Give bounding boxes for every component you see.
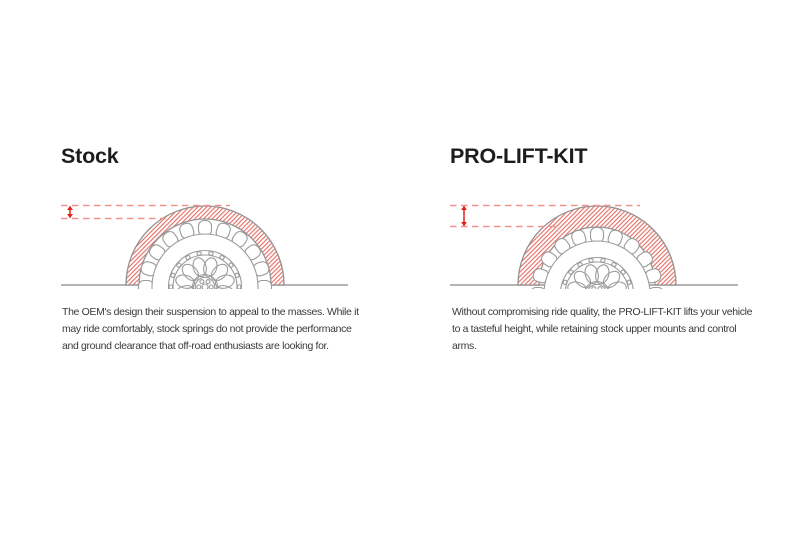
stock-heading: Stock [61, 144, 119, 168]
description-line: arms. [452, 340, 477, 352]
gap-dimension-arrow [67, 206, 73, 219]
description-line: and ground clearance that off-road enthusiasts are looking for. [62, 340, 329, 352]
pro-lift-kit-description [452, 304, 762, 355]
gap-dimension-arrow [461, 206, 467, 227]
description-line: may ride comfortably, stock springs do not provide the performance [62, 323, 352, 335]
stock-description [62, 304, 372, 355]
description-line: Without compromising ride quality, the PRO-LIFT-KIT lifts your vehicle [452, 306, 753, 318]
description-line: The OEM's design their suspension to appeal to the masses. While it [62, 306, 359, 318]
pro-lift-kit-heading: PRO-LIFT-KIT [450, 144, 588, 168]
description-line: to a tasteful height, while retaining stock upper mounts and control [452, 323, 737, 335]
